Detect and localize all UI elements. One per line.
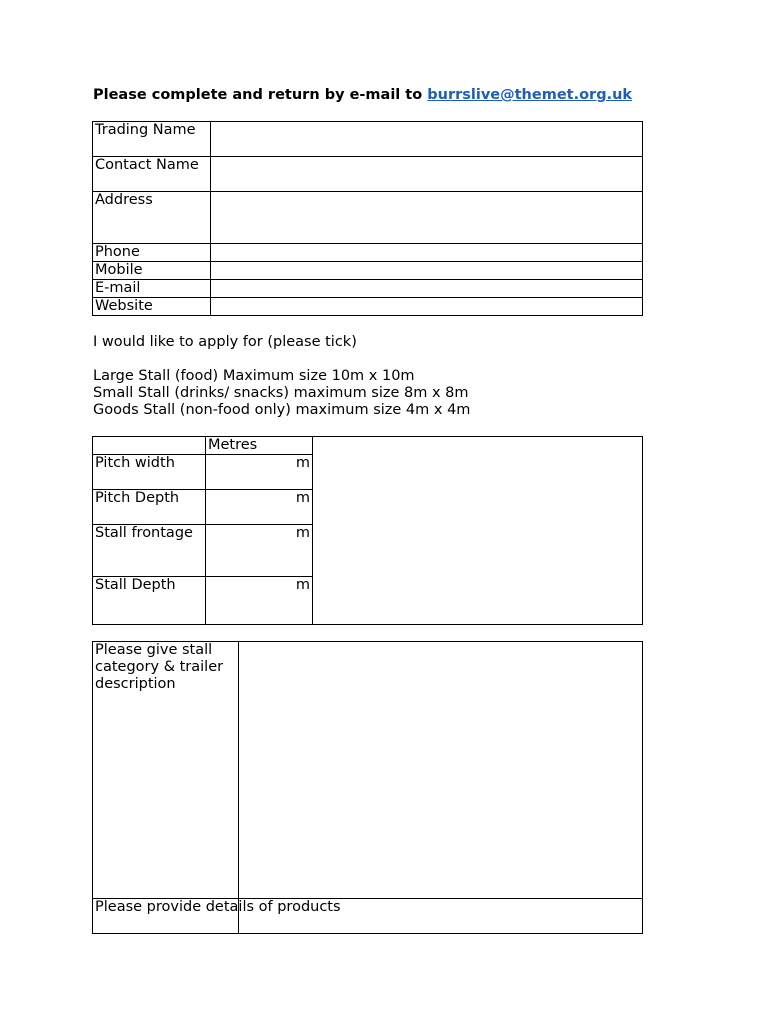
trading-name-field[interactable] [211, 122, 643, 157]
contact-name-field[interactable] [211, 157, 643, 192]
email-link[interactable]: burrslive@themet.org.uk [427, 87, 633, 103]
website-field[interactable] [211, 298, 643, 316]
stall-option-small[interactable]: Small Stall (drinks/ snacks) maximum size 8m x 8m [93, 385, 469, 401]
products-label: Please provide details of products [93, 899, 239, 934]
unit-label: m [295, 490, 310, 506]
pitch-width-field[interactable] [206, 455, 313, 490]
website-label: Website [93, 298, 211, 316]
dimensions-notes-field[interactable] [313, 437, 643, 625]
email-label: E-mail [93, 280, 211, 298]
pitch-depth-field[interactable] [206, 490, 313, 525]
pitch-depth-label: Pitch Depth [93, 490, 206, 525]
pitch-width-label: Pitch width [93, 455, 206, 490]
stall-depth-label: Stall Depth [93, 577, 206, 625]
stall-option-large[interactable]: Large Stall (food) Maximum size 10m x 10m [93, 368, 415, 384]
stall-category-label: Please give stall category & trailer description [93, 642, 239, 899]
unit-label: m [295, 577, 310, 593]
phone-field[interactable] [211, 244, 643, 262]
unit-label: m [295, 525, 310, 541]
address-field[interactable] [211, 192, 643, 244]
email-field[interactable] [211, 280, 643, 298]
stall-frontage-label: Stall frontage [93, 525, 206, 577]
metres-header: Metres [206, 437, 313, 455]
dimensions-corner-cell [93, 437, 206, 455]
stall-depth-field[interactable] [206, 577, 313, 625]
apply-intro: I would like to apply for (please tick) [93, 334, 357, 350]
address-label: Address [93, 192, 211, 244]
stall-frontage-field[interactable] [206, 525, 313, 577]
phone-label: Phone [93, 244, 211, 262]
stall-details-table [92, 641, 643, 934]
trading-name-label: Trading Name [93, 122, 211, 157]
mobile-label: Mobile [93, 262, 211, 280]
contact-details-table [92, 121, 643, 316]
mobile-field[interactable] [211, 262, 643, 280]
stall-category-field[interactable] [239, 642, 643, 899]
dimensions-table [92, 436, 643, 625]
unit-label: m [295, 455, 310, 471]
form-heading [93, 87, 632, 104]
contact-name-label: Contact Name [93, 157, 211, 192]
heading-text: Please complete and return by e-mail to [93, 87, 423, 103]
stall-option-goods[interactable]: Goods Stall (non-food only) maximum size 4m x 4m [93, 402, 471, 418]
